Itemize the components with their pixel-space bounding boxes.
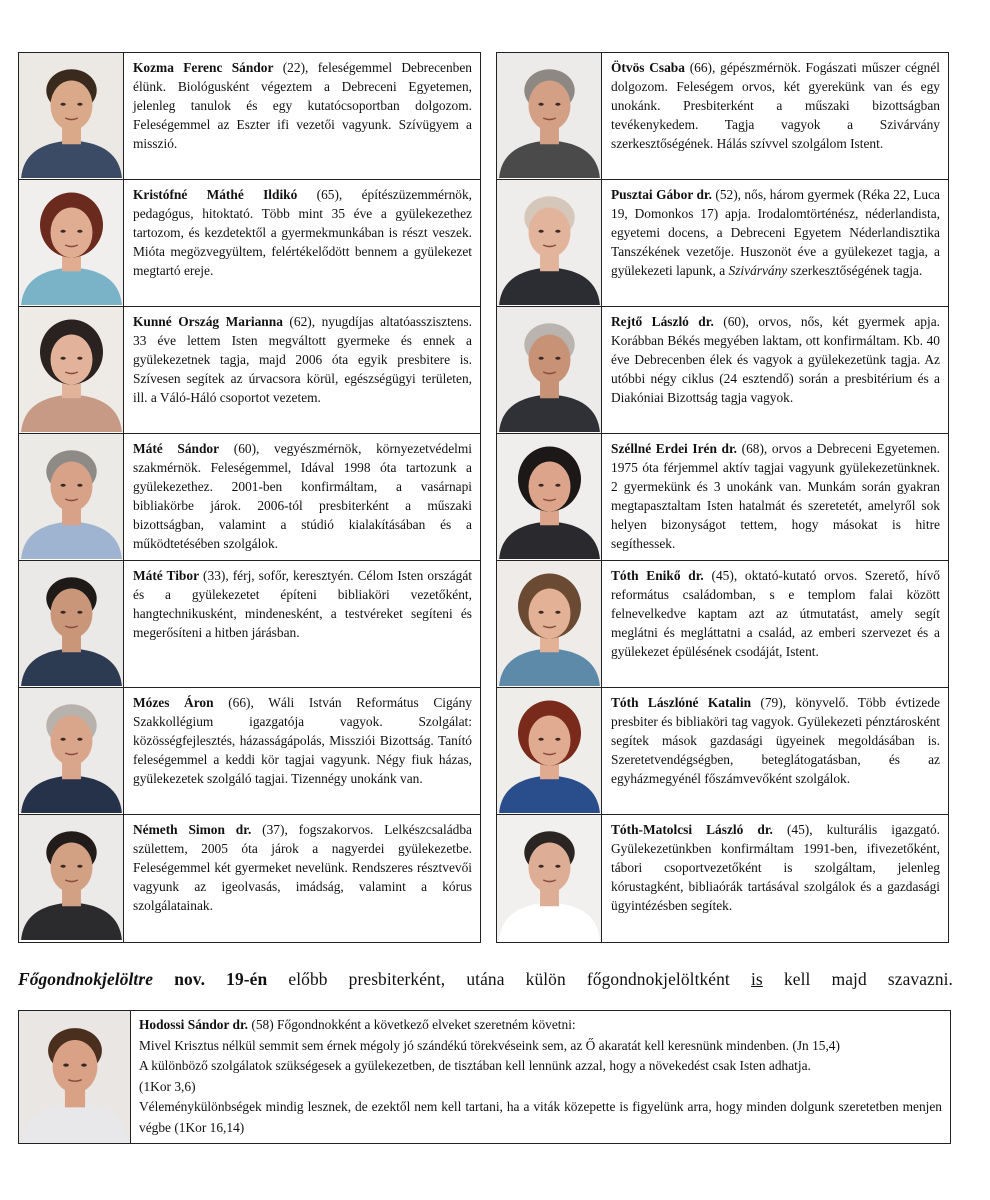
publication-title: Szivárvány	[728, 263, 788, 278]
candidate-description: (66), Wáli István Református Cigány Szakkollégium igazgatója vagyok. Szolgálat: közösségfejlesztés, házasságápolás, Missziói Bizottság. Tanító feleségemmel a keddi kör tagjai vagyunk. Négy fiuk házas, gyülekezetek szolgáló tagjai. Tizennégy unokánk van.	[133, 695, 473, 786]
candidate-description: (45), kulturális igazgató. Gyülekezetünkben konfirmáltam 1991-ben, ifivezetőként, tábori csoportvezetőként is szolgáltam, jelenleg kórustagként, bibliaórák tartásával szolgálok és a gazdasági ügyintézésben segítek.	[611, 822, 940, 913]
candidate-name: Széllné Erdei Irén dr.	[611, 441, 738, 456]
candidate-bio	[602, 53, 948, 179]
candidate-row	[19, 180, 480, 307]
candidate-description: (22), feleségemmel Debrecenben élünk. Biológusként végeztem a Debreceni Egyetemen, jelenleg tanulok és egy kutatócsoportban dolgozom. Feleségemmel az Eszter ifi vezetői vagyunk. Szívügyem a misszió.	[133, 60, 472, 151]
portrait-photo	[19, 434, 124, 559]
candidate-row	[19, 53, 480, 180]
candidate-description: (68), orvos a Debreceni Egyetemen. 1975 óta férjemmel aktív tagjai vagyunk gyülekezetünknek. 2 gyermekünk és 3 unokánk van. Munkám során gyakran megtapasztaltam Isten hatalmát és szeretetét, amelyről sok helyen bizonyságot tettem, hogy másokat is hitre segíthessek.	[611, 441, 940, 551]
candidate-description: (60), vegyészmérnök, környezetvédelmi szakmérnök. Feleségemmel, Idával 1998 óta tartozunk a gyülekezethez. 2001-ben konfirmáltam, a vasárnapi bibliakörbe járok. 2006-tól presbiterként a műszaki bizottságban, valamint a stúdió kialakításában és a működtetésében szolgálok.	[133, 441, 472, 551]
candidate-bio	[602, 434, 948, 560]
portrait-photo	[19, 688, 124, 813]
candidate-description: (62), nyugdíjas altatóasszisztens. 33 éve lettem Isten megváltott gyermeke és ennek a gyülekezetnek tagja, majd 2006 óta egyik presbitere is. Szívesen segítek az úrvacsora körül, egészségügyi területen, ill. a Váló-Háló csoportot vezetem.	[133, 314, 472, 405]
portrait-photo	[19, 307, 124, 432]
candidate-bio	[124, 815, 480, 942]
principle-3: Véleménykülönbségek mindig lesznek, de ezektől nem kell tartani, ha a viták közepette is figyelünk arra, hogy minden dolgunk szeretetben menjen végbe (1Kor 16,14)	[139, 1099, 942, 1135]
portrait-photo	[497, 561, 602, 686]
candidate-photo	[19, 307, 124, 433]
candidate-name: Tóth-Matolcsi László dr.	[611, 822, 773, 837]
portrait-photo	[19, 815, 124, 940]
candidate-name: Kozma Ferenc Sándor	[133, 60, 274, 75]
candidate-photo	[19, 561, 124, 687]
note-underlined: is	[751, 969, 763, 989]
candidate-photo	[497, 688, 602, 814]
candidate-description: (79), könyvelő. Több évtizede presbiter és bibliaköri tag vagyok. Gyülekezeti pénztárosként segítek mások gazdasági ügyeinek megoldásában is. Szeretetvendégségben, beteglátogatásban, és az egyházmegyénél főszámvevőként szolgálok.	[611, 695, 940, 786]
portrait-photo	[19, 1011, 131, 1143]
candidate-text	[131, 1011, 950, 1143]
candidate-photo	[19, 815, 124, 942]
principle-2: A különböző szolgálatok szükségesek a gyülekezetben, de tisztában kell lennünk azzal, hogy a növekedést csak Isten adhatja.	[139, 1058, 811, 1073]
candidate-photo	[497, 434, 602, 560]
candidate-photo	[497, 180, 602, 306]
candidate-name: Ötvös Csaba	[611, 60, 685, 75]
portrait-photo	[497, 815, 602, 940]
candidate-row	[497, 815, 948, 942]
candidate-photo	[497, 53, 602, 179]
candidate-row	[19, 815, 480, 942]
candidate-description: (66), gépészmérnök. Fogászati műszer cégnél dolgozom. Feleségem orvos, két gyerekünk van és egy unokánk. Presbiterként a műszaki bizottságban tevékenykedem. Tagja vagyok a Szivárvány szerkesztőségének. Hálás szívvel szolgálom Istent.	[611, 60, 940, 151]
portrait-photo	[497, 53, 602, 178]
left-candidates-table	[18, 52, 481, 943]
election-note	[18, 967, 953, 991]
portrait-photo	[497, 180, 602, 305]
candidate-photo	[19, 1011, 131, 1143]
principle-1: Mivel Krisztus nélkül semmit sem érnek mégoly jó szándékú törekvéseink sem, az Ő akaratát kell keresnünk mindenben. (Jn 15,4)	[139, 1037, 840, 1053]
candidate-description: (60), orvos, nős, két gyermek apja. Korábban Békés megyében laktam, ott konfirmáltam. Kb. 40 éve Debrecenben élek és vagyok a gyülekezetünk tagja. Az utóbbi négy ciklus (24 esztendő) során a presbitérium és a Diakóniai Bizottság tagja vagyok.	[611, 314, 940, 405]
candidate-bio	[124, 53, 480, 179]
candidate-photo	[497, 815, 602, 942]
candidate-name: Máté Sándor	[133, 441, 220, 456]
candidate-bio	[602, 688, 948, 814]
candidate-description: (65), építészüzemmérnök, pedagógus, hitoktató. Több mint 35 éve a gyülekezethez tartozom, és kezdetektől a gyermekmunkában is részt veszek. Mióta megözvegyültem, felértékelődött bennem a gyülekezet megtartó ereje.	[133, 187, 473, 278]
candidate-name: Máté Tibor	[133, 568, 200, 583]
principle-2-ref: (1Kor 3,6)	[139, 1078, 196, 1094]
candidate-description: (45), oktató-kutató orvos. Szerető, hívő református családomban, s e templom falai között felnevelkedve kaptam azt az útmutatást, amely segít meglátni és megláttatni a család, az emberi szervezet és a gyülekezet épülésének csodáját, Istent.	[611, 568, 940, 659]
candidate-name: Kunné Ország Marianna	[133, 314, 283, 329]
candidate-row	[19, 561, 480, 688]
candidate-row	[497, 688, 948, 815]
candidate-row	[497, 561, 948, 688]
candidate-bio	[124, 561, 480, 687]
candidate-photo	[19, 53, 124, 179]
candidate-photo	[19, 434, 124, 560]
candidate-row	[19, 688, 480, 815]
portrait-photo	[19, 561, 124, 686]
portrait-photo	[497, 688, 602, 813]
candidate-row	[497, 434, 948, 561]
candidate-description-end: szerkesztőségének tagja.	[787, 263, 923, 278]
candidate-row	[497, 53, 948, 180]
candidate-name: Pusztai Gábor dr.	[611, 187, 712, 202]
note-emphasis: Főgondnokjelöltre	[18, 969, 154, 989]
candidate-name: Mózes Áron	[133, 695, 214, 710]
portrait-photo	[497, 307, 602, 432]
candidate-name: Hodossi Sándor dr.	[139, 1017, 249, 1032]
candidate-bio	[124, 434, 480, 560]
candidate-row	[497, 180, 948, 307]
candidate-photo	[19, 180, 124, 306]
candidate-name: Rejtő László dr.	[611, 314, 714, 329]
candidate-intro: (58) Főgondnokként a következő elveket szeretném követni:	[248, 1017, 576, 1032]
candidate-bio	[602, 561, 948, 687]
candidate-name: Kristófné Máthé Ildikó	[133, 187, 298, 202]
candidate-name: Tóth Lászlóné Katalin	[611, 695, 752, 710]
right-candidates-table	[496, 52, 949, 943]
candidate-bio	[602, 307, 948, 433]
candidate-bio	[124, 307, 480, 433]
candidate-description: (52), nős, három gyermek (Réka 22, Luca 19, Domonkos 17) apja. Irodalomtörténész, néderlandista, egyetemi docens, a Debreceni Egyetem Néderlandisztika Tanszékének vezetője. Huszonöt éve a gyülekezet tagja, a gyülekezeti lapunk, a	[611, 187, 940, 278]
candidate-row	[497, 307, 948, 434]
note-text-end: kell majd szavazni.	[762, 969, 954, 989]
candidate-name: Tóth Enikő dr.	[611, 568, 704, 583]
portrait-photo	[497, 434, 602, 559]
candidate-bio	[602, 815, 948, 942]
curator-candidate-box	[18, 1010, 951, 1144]
portrait-photo	[19, 180, 124, 305]
candidate-bio	[602, 180, 948, 306]
note-text: előbb presbiterként, utána külön főgondnokjelöltként	[267, 969, 751, 989]
candidate-photo	[497, 561, 602, 687]
candidate-row	[19, 434, 480, 561]
candidate-row	[19, 307, 480, 434]
candidate-photo	[19, 688, 124, 814]
candidate-photo	[497, 307, 602, 433]
candidate-name: Németh Simon dr.	[133, 822, 252, 837]
candidate-bio	[124, 688, 480, 814]
candidate-description: (37), fogszakorvos. Lelkészcsaládba születtem, 2005 óta járok a nagyerdei gyülekezetbe. Feleségemmel két gyermeket nevelünk. Rendszeres résztvevői vagyunk az igeolvasás, imádság, valamint a kórus szolgálatainak.	[133, 822, 472, 913]
note-date: nov. 19-én	[153, 969, 268, 989]
candidate-bio	[124, 180, 480, 306]
portrait-photo	[19, 53, 124, 178]
candidate-description: (33), férj, sofőr, keresztyén. Célom Isten országát és a gyülekezetet építeni bibliaköri vezetőként, hangtechnikusként, mindenesként, a testvéreket segíteni és megerősíteni a hitben járásban.	[133, 568, 473, 640]
